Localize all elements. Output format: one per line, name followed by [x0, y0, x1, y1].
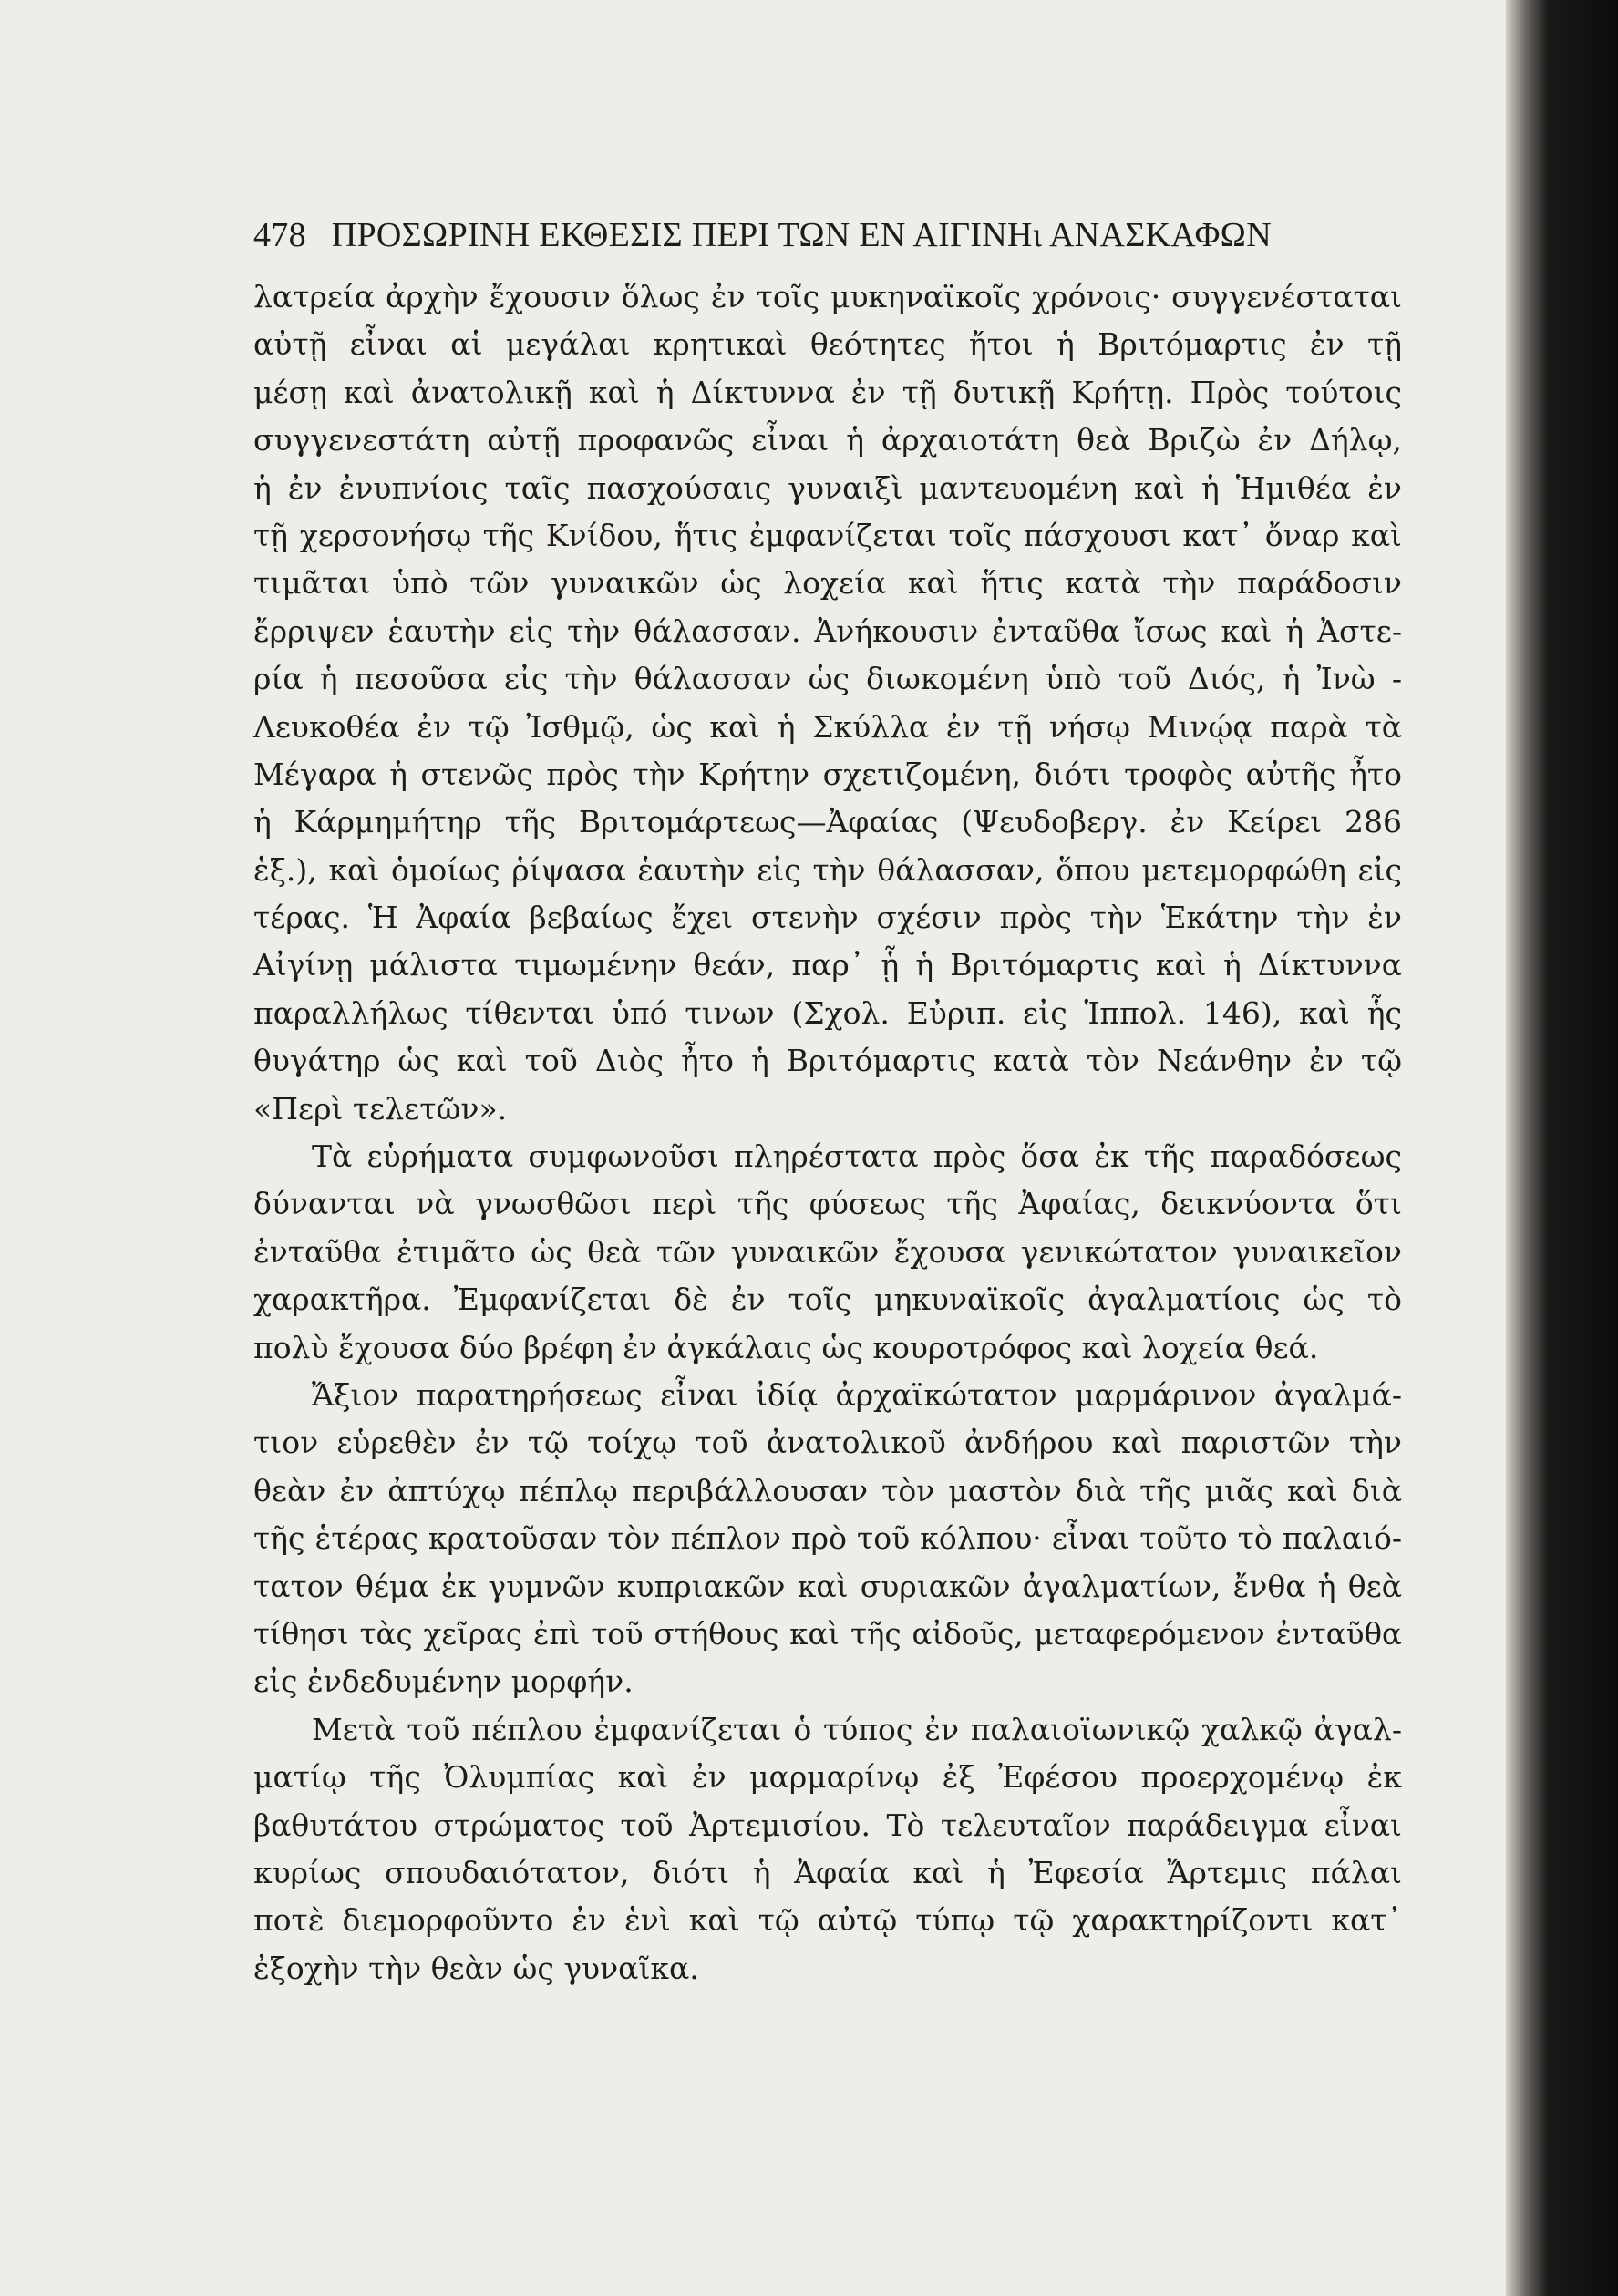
text-line: εἰς ἐνδεδυμένην μορφήν.	[253, 1663, 634, 1700]
text-line: βαθυτάτου στρώματος τοῦ Ἀρτεμισίου. Τὸ τελευταῖον παράδειγμα εἶναι	[253, 1807, 1402, 1843]
text-line: τιμᾶται ὑπὸ τῶν γυναικῶν ὡς λοχεία καὶ ἥτις κατὰ τὴν παράδοσιν	[253, 565, 1402, 602]
running-title: ΠΡΟΣΩΡΙΝΗ ΕΚΘΕΣΙΣ ΠΕΡΙ ΤΩΝ ΕΝ ΑΙΓΙΝΗι ΑΝΑΣΚΑΦΩΝ	[331, 216, 1272, 254]
text-line: ρία ἡ πεσοῦσα εἰς τὴν θάλασσαν ὡς διωκομένη ὑπὸ τοῦ Διός, ἡ Ἰνὼ -	[253, 661, 1402, 697]
text-line: αὐτῇ εἶναι αἱ μεγάλαι κρητικαὶ θεότητες ἤτοι ἡ Βριτόμαρτις ἐν τῇ	[253, 326, 1402, 363]
text-line: ἑξ.), καὶ ὁμοίως ῥίψασα ἑαυτὴν εἰς τὴν θάλασσαν, ὅπου μετεμορφώθη εἰς	[253, 851, 1402, 888]
text-line: ἔρριψεν ἑαυτὴν εἰς τὴν θάλασσαν. Ἀνήκουσιν ἐνταῦθα ἴσως καὶ ἡ Ἀστε-	[253, 613, 1402, 649]
text-line: τίθησι τὰς χεῖρας ἐπὶ τοῦ στήθους καὶ τῆς αἰδοῦς, μεταφερόμενον ἐνταῦθα	[253, 1616, 1402, 1652]
text-line: χαρακτῆρα. Ἐμφανίζεται δὲ ἐν τοῖς μηκυναϊκοῖς ἀγαλματίοις ὡς τὸ	[253, 1282, 1402, 1318]
text-line: Τὰ εὑρήματα συμφωνοῦσι πληρέστατα πρὸς ὅσα ἐκ τῆς παραδόσεως	[312, 1138, 1402, 1175]
text-line: συγγενεστάτη αὐτῇ προφανῶς εἶναι ἡ ἀρχαιοτάτη θεὰ Βριζὼ ἐν Δήλῳ,	[253, 422, 1402, 458]
text-line: κυρίως σπουδαιότατον, διότι ἡ Ἀφαία καὶ ἡ Ἐφεσία Ἄρτεμις πάλαι	[253, 1854, 1402, 1890]
text-line: «Περὶ τελετῶν».	[253, 1090, 508, 1127]
page-number: 478	[253, 216, 306, 254]
text-line: Λευκοθέα ἐν τῷ Ἰσθμῷ, ὡς καὶ ἡ Σκύλλα ἐν τῇ νήσῳ Μινῴᾳ παρὰ τὰ	[253, 708, 1402, 745]
text-line: πολὺ ἔχουσα δύο βρέφη ἐν ἀγκάλαις ὡς κουροτρόφος καὶ λοχεία θεά.	[253, 1329, 1319, 1365]
text-line: λατρεία ἀρχὴν ἔχουσιν ὅλως ἐν τοῖς μυκηναϊκοῖς χρόνοις· συγγενέσταται	[253, 279, 1402, 314]
text-line: θεὰν ἐν ἀπτύχῳ πέπλῳ περιβάλλουσαν τὸν μαστὸν διὰ τῆς μιᾶς καὶ διὰ	[253, 1472, 1402, 1508]
running-header	[253, 215, 1347, 255]
text-line: ἐνταῦθα ἐτιμᾶτο ὡς θεὰ τῶν γυναικῶν ἔχουσα γενικώτατον γυναικεῖον	[253, 1233, 1402, 1270]
text-line: Μέγαρα ἡ στενῶς πρὸς τὴν Κρήτην σχετιζομένη, διότι τροφὸς αὐτῆς ἦτο	[253, 756, 1402, 792]
text-line: μέσῃ καὶ ἀνατολικῇ καὶ ἡ Δίκτυννα ἐν τῇ δυτικῇ Κρήτῃ. Πρὸς τούτοις	[253, 374, 1402, 410]
text-line: Ἄξιον παρατηρήσεως εἶναι ἰδίᾳ ἀρχαϊκώτατον μαρμάρινον ἀγαλμά-	[312, 1376, 1402, 1413]
text-line: ποτὲ διεμορφοῦντο ἐν ἑνὶ καὶ τῷ αὐτῷ τύπῳ τῷ χαρακτηρίζοντι κατ᾽	[253, 1902, 1402, 1939]
text-line: τῆς ἑτέρας κρατοῦσαν τὸν πέπλον πρὸ τοῦ κόλπου· εἶναι τοῦτο τὸ παλαιό-	[253, 1520, 1402, 1557]
book-gutter-shadow	[1506, 0, 1618, 2296]
text-line: ἡ Κάρμημήτηρ τῆς Βριτομάρτεως—Ἀφαίας (Ψευδοβεργ. ἐν Κείρει 286	[253, 804, 1402, 840]
text-line: ματίῳ τῆς Ὀλυμπίας καὶ ἐν μαρμαρίνῳ ἐξ Ἐφέσου προερχομένῳ ἐκ	[253, 1759, 1402, 1796]
text-line: τέρας. Ἡ Ἀφαία βεβαίως ἔχει στενὴν σχέσιν πρὸς τὴν Ἑκάτην τὴν ἐν	[253, 900, 1402, 936]
text-line: ἐξοχὴν τὴν θεὰν ὡς γυναῖκα.	[253, 1950, 699, 1986]
text-line: Αἰγίνῃ μάλιστα τιμωμένην θεάν, παρ᾽ ᾗ ἡ Βριτόμαρτις καὶ ἡ Δίκτυννα	[253, 947, 1402, 983]
text-line: τατον θέμα ἐκ γυμνῶν κυπριακῶν καὶ συριακῶν ἀγαλματίων, ἔνθα ἡ θεὰ	[253, 1568, 1402, 1604]
text-line: παραλλήλως τίθενται ὑπό τινων (Σχολ. Εὐριπ. εἰς Ἱππολ. 146), καὶ ἧς	[253, 994, 1402, 1031]
text-line: Μετὰ τοῦ πέπλου ἐμφανίζεται ὁ τύπος ἐν παλαιοϊωνικῷ χαλκῷ ἀγαλ-	[312, 1711, 1402, 1747]
text-line: θυγάτηρ ὡς καὶ τοῦ Διὸς ἦτο ἡ Βριτόμαρτις κατὰ τὸν Νεάνθην ἐν τῷ	[253, 1043, 1402, 1079]
text-line: τῇ χερσονήσῳ τῆς Κνίδου, ἥτις ἐμφανίζεται τοῖς πάσχουσι κατ᾽ ὄναρ καὶ	[253, 517, 1402, 553]
text-line: τιον εὑρεθὲν ἐν τῷ τοίχῳ τοῦ ἀνατολικοῦ ἀνδήρου καὶ παριστῶν τὴν	[253, 1425, 1402, 1461]
text-line: ἡ ἐν ἐνυπνίοις ταῖς πασχούσαις γυναιξὶ μαντευομένη καὶ ἡ Ἡμιθέα ἐν	[253, 469, 1402, 506]
body-text	[253, 273, 1402, 1992]
text-line: δύνανται νὰ γνωσθῶσι περὶ τῆς φύσεως τῆς Ἀφαίας, δεικνύοντα ὅτι	[253, 1186, 1402, 1222]
